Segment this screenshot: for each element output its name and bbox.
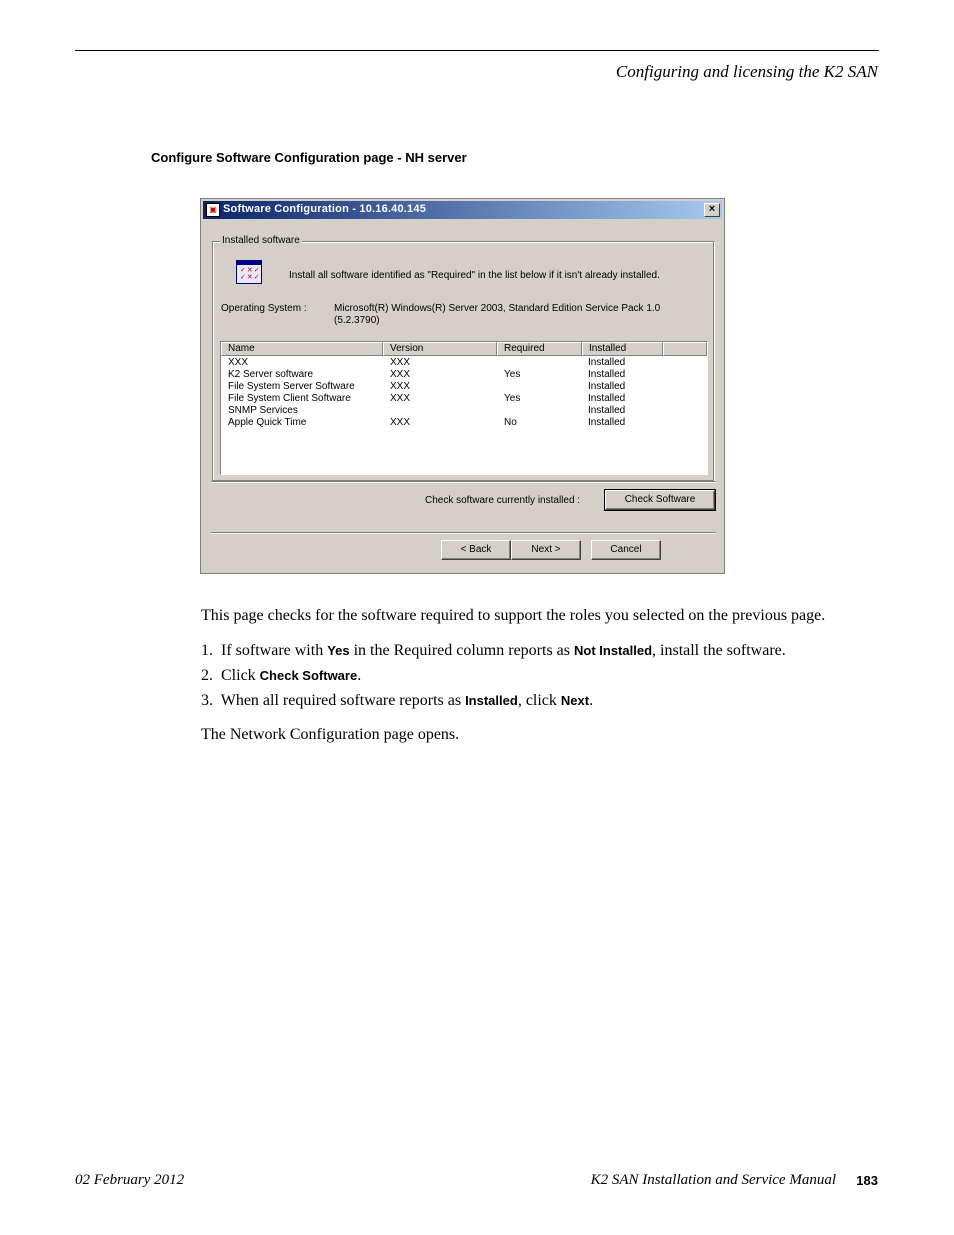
page-number: 183 xyxy=(856,1173,878,1188)
step-bold: Check Software xyxy=(259,668,358,683)
os-value xyxy=(334,303,660,327)
app-icon: ▣ xyxy=(206,203,220,217)
column-header-required[interactable]: Required xyxy=(497,342,582,356)
step-text: , install the software. xyxy=(652,642,786,659)
row-version: XXX xyxy=(390,393,411,404)
outro-paragraph: The Network Configuration page opens. xyxy=(201,726,460,743)
figure-caption: Configure Software Configuration page - NH server xyxy=(151,150,467,165)
step-text: , click xyxy=(517,692,561,709)
software-list-icon: ✓✕✓ ✓✕✓ xyxy=(236,260,262,284)
step-1 xyxy=(201,642,786,660)
row-required: No xyxy=(504,417,517,428)
row-required: Yes xyxy=(504,369,521,380)
step-bold: Installed xyxy=(465,693,518,708)
back-button[interactable]: < Back xyxy=(441,540,511,560)
row-installed: Installed xyxy=(588,357,626,368)
column-header-filler xyxy=(663,342,707,356)
header-rule xyxy=(75,50,879,51)
step-text: in the Required column reports as xyxy=(349,642,574,659)
software-configuration-dialog xyxy=(200,198,725,574)
step-text: If software with xyxy=(221,642,328,659)
column-header-version[interactable]: Version xyxy=(383,342,497,356)
step-text: When all required software reports as xyxy=(220,692,466,709)
row-required: Yes xyxy=(504,393,521,404)
row-installed: Installed xyxy=(588,369,626,380)
column-header-name[interactable]: Name xyxy=(221,342,383,356)
row-installed: Installed xyxy=(588,417,626,428)
check-software-button[interactable]: Check Software xyxy=(605,490,715,510)
row-version: XXX xyxy=(390,369,411,380)
step-3 xyxy=(201,692,593,710)
row-version: XXX xyxy=(390,357,411,368)
row-name: File System Client Software xyxy=(228,393,351,404)
step-text: Click xyxy=(221,667,260,684)
os-label: Operating System : xyxy=(221,303,307,314)
dialog-titlebar[interactable] xyxy=(203,201,722,219)
section-title: Configuring and licensing the K2 SAN xyxy=(615,62,878,81)
row-name: SNMP Services xyxy=(228,405,298,416)
os-value-line2: (5.2.3790) xyxy=(334,315,380,326)
install-note: Install all software identified as "Required" in the list below if it isn't already installed. xyxy=(289,270,660,281)
os-value-line1: Microsoft(R) Windows(R) Server 2003, Standard Edition Service Pack 1.0 xyxy=(334,303,661,314)
row-name: Apple Quick Time xyxy=(228,417,307,428)
dialog-title: Software Configuration - 10.16.40.145 xyxy=(223,203,427,215)
cancel-button[interactable]: Cancel xyxy=(591,540,661,560)
row-version: XXX xyxy=(390,417,411,428)
step-bold: Yes xyxy=(327,643,350,658)
row-installed: Installed xyxy=(588,405,626,416)
step-number: 3. xyxy=(201,692,213,709)
close-button[interactable]: × xyxy=(704,203,720,217)
software-list[interactable] xyxy=(220,341,708,475)
step-number: 2. xyxy=(201,667,213,684)
next-button[interactable]: Next > xyxy=(511,540,581,560)
separator xyxy=(211,481,716,483)
step-number: 1. xyxy=(201,642,213,659)
row-installed: Installed xyxy=(588,381,626,392)
step-bold: Next xyxy=(560,693,590,708)
list-header xyxy=(221,342,707,356)
separator xyxy=(211,532,716,534)
intro-paragraph: This page checks for the software required to support the roles you selected on the previous page. xyxy=(201,607,826,624)
row-name: File System Server Software xyxy=(228,381,355,392)
row-installed: Installed xyxy=(588,393,626,404)
row-name: K2 Server software xyxy=(228,369,314,380)
step-bold: Not Installed xyxy=(574,643,653,658)
step-2 xyxy=(201,667,361,685)
footer-date: 02 February 2012 xyxy=(75,1172,185,1188)
footer-manual-title: K2 SAN Installation and Service Manual xyxy=(590,1172,836,1188)
check-software-label: Check software currently installed : xyxy=(425,495,581,506)
row-version: XXX xyxy=(390,381,411,392)
column-header-installed[interactable]: Installed xyxy=(582,342,663,356)
step-text: . xyxy=(589,692,594,709)
row-name: XXX xyxy=(228,357,249,368)
step-text: . xyxy=(357,667,362,684)
group-label: Installed software xyxy=(222,235,300,246)
